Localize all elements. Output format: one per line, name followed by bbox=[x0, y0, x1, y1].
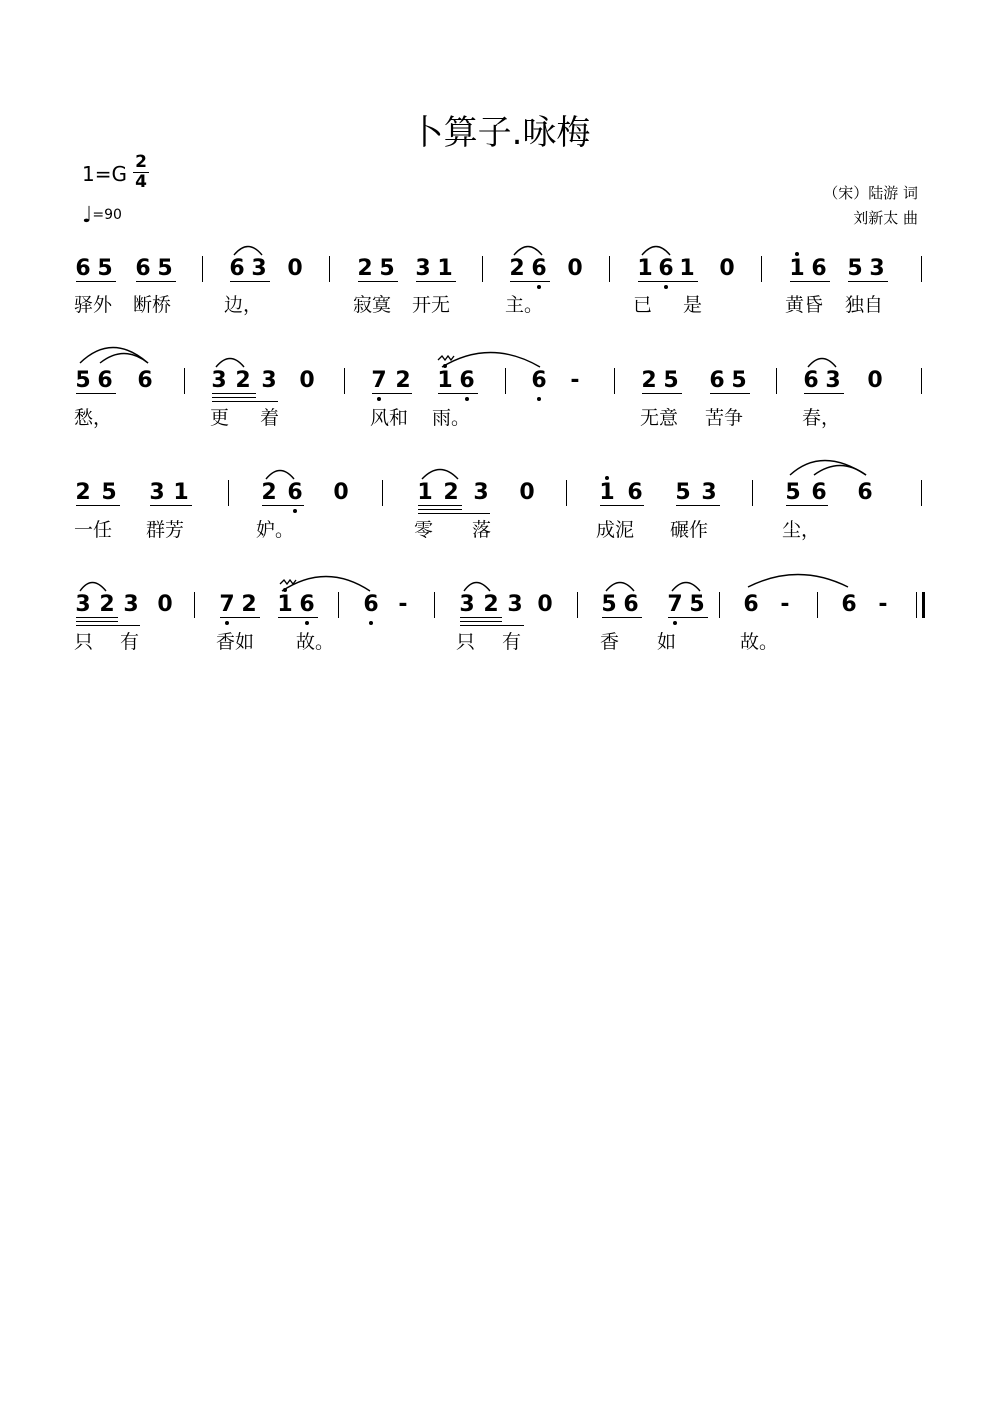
note: 5 bbox=[731, 368, 747, 393]
note: 7 bbox=[371, 368, 387, 393]
note: 1 bbox=[637, 256, 653, 281]
slur bbox=[80, 583, 106, 592]
time-signature-top: 2 bbox=[135, 152, 147, 172]
tempo-value: =90 bbox=[92, 207, 122, 223]
note: 7 bbox=[667, 592, 683, 617]
extension-dash: - bbox=[780, 592, 790, 617]
slur bbox=[514, 247, 542, 256]
note: 7 bbox=[219, 592, 235, 617]
time-signature-bottom: 4 bbox=[135, 172, 147, 192]
extension-dash: - bbox=[398, 592, 408, 617]
key-signature: 1=G bbox=[82, 162, 127, 186]
note: 0 bbox=[567, 256, 583, 281]
note: 0 bbox=[299, 368, 315, 393]
note: 1 bbox=[679, 256, 695, 281]
lyric: 是 bbox=[683, 294, 703, 316]
note: 0 bbox=[537, 592, 553, 617]
lyric: 一任 bbox=[74, 519, 113, 541]
slur bbox=[642, 247, 670, 256]
note: 0 bbox=[519, 480, 535, 505]
note: 2 bbox=[235, 368, 251, 393]
lyric: 成泥 bbox=[596, 519, 635, 541]
note: 5 bbox=[97, 256, 113, 281]
note: 2 bbox=[261, 480, 277, 505]
quarter-note-icon: ♩ bbox=[82, 203, 93, 228]
note: 6 bbox=[811, 256, 827, 281]
lyric: 妒。 bbox=[256, 519, 295, 541]
note: 6 bbox=[627, 480, 643, 505]
slur bbox=[282, 577, 370, 592]
note: 2 bbox=[395, 368, 411, 393]
mordent-icon bbox=[438, 356, 454, 360]
extension-dash: - bbox=[570, 368, 580, 393]
lyric: 独自 bbox=[845, 294, 884, 316]
slur bbox=[234, 247, 262, 256]
note: 3 bbox=[211, 368, 227, 393]
slur bbox=[422, 470, 458, 480]
note: 6 bbox=[531, 368, 547, 393]
slur bbox=[442, 353, 540, 368]
lyric: 驿外 bbox=[74, 294, 113, 316]
slur bbox=[216, 359, 244, 368]
note: 3 bbox=[149, 480, 165, 505]
note: 1 bbox=[789, 256, 805, 281]
lyric: 着 bbox=[260, 407, 280, 429]
note: 6 bbox=[97, 368, 113, 393]
lyric: 如 bbox=[657, 631, 677, 653]
note: 3 bbox=[869, 256, 885, 281]
lyric: 落 bbox=[472, 519, 492, 541]
note: 0 bbox=[719, 256, 735, 281]
lyric: 碾作 bbox=[670, 519, 709, 541]
note: 6 bbox=[841, 592, 857, 617]
lyric: 更 bbox=[210, 407, 230, 429]
note: 5 bbox=[785, 480, 801, 505]
slur bbox=[672, 583, 700, 592]
lyric: 有 bbox=[502, 631, 522, 653]
note: 6 bbox=[137, 368, 153, 393]
note: 6 bbox=[658, 256, 674, 281]
note: 3 bbox=[473, 480, 489, 505]
slur bbox=[464, 583, 490, 592]
lyric: 黄昏 bbox=[785, 294, 824, 316]
lyric: 苦争 bbox=[705, 407, 744, 429]
lyric: 群芳 bbox=[146, 519, 185, 541]
lyric: 雨。 bbox=[432, 407, 471, 429]
note: 2 bbox=[241, 592, 257, 617]
note: 2 bbox=[641, 368, 657, 393]
note: 3 bbox=[459, 592, 475, 617]
note: 1 bbox=[599, 480, 615, 505]
note: 6 bbox=[299, 592, 315, 617]
note: 5 bbox=[847, 256, 863, 281]
lyric: 寂寞 bbox=[353, 294, 392, 316]
note: 5 bbox=[379, 256, 395, 281]
lyric: 故。 bbox=[296, 631, 335, 653]
tie bbox=[748, 575, 848, 588]
lyric: 香 bbox=[600, 631, 620, 653]
note: 1 bbox=[417, 480, 433, 505]
slur bbox=[814, 466, 866, 476]
lyric: 零 bbox=[414, 519, 434, 541]
note: 2 bbox=[483, 592, 499, 617]
slur-layer bbox=[0, 0, 1000, 700]
lyric: 只 bbox=[74, 631, 94, 653]
note: 2 bbox=[99, 592, 115, 617]
slur bbox=[606, 583, 634, 592]
note: 2 bbox=[509, 256, 525, 281]
lyricist-credit: （宋）陆游 词 bbox=[823, 184, 918, 202]
note: 0 bbox=[287, 256, 303, 281]
mordent-icon bbox=[280, 580, 296, 584]
note: 6 bbox=[229, 256, 245, 281]
note: 0 bbox=[333, 480, 349, 505]
note: 5 bbox=[157, 256, 173, 281]
note: 6 bbox=[135, 256, 151, 281]
note: 5 bbox=[689, 592, 705, 617]
note: 6 bbox=[623, 592, 639, 617]
slur bbox=[266, 471, 294, 480]
note: 3 bbox=[75, 592, 91, 617]
note: 2 bbox=[443, 480, 459, 505]
extension-dash: - bbox=[878, 592, 888, 617]
note: 6 bbox=[709, 368, 725, 393]
lyric: 已 bbox=[633, 294, 653, 316]
note: 5 bbox=[675, 480, 691, 505]
note: 6 bbox=[459, 368, 475, 393]
note: 0 bbox=[867, 368, 883, 393]
note: 3 bbox=[825, 368, 841, 393]
note: 5 bbox=[663, 368, 679, 393]
note: 3 bbox=[507, 592, 523, 617]
note: 2 bbox=[75, 480, 91, 505]
note: 5 bbox=[75, 368, 91, 393]
note: 6 bbox=[811, 480, 827, 505]
note: 5 bbox=[601, 592, 617, 617]
note: 3 bbox=[251, 256, 267, 281]
lyric: 愁， bbox=[74, 407, 113, 429]
lyric: 只 bbox=[456, 631, 476, 653]
note: 6 bbox=[857, 480, 873, 505]
page-title: 卜算子.咏梅 bbox=[409, 113, 591, 153]
note: 6 bbox=[287, 480, 303, 505]
note: 0 bbox=[157, 592, 173, 617]
lyric: 边， bbox=[224, 294, 263, 316]
lyric: 断桥 bbox=[133, 294, 172, 316]
note: 3 bbox=[701, 480, 717, 505]
note: 6 bbox=[743, 592, 759, 617]
composer-credit: 刘新太 曲 bbox=[853, 209, 918, 227]
note: 3 bbox=[415, 256, 431, 281]
note: 3 bbox=[123, 592, 139, 617]
lyric: 香如 bbox=[216, 631, 255, 653]
note: 1 bbox=[437, 256, 453, 281]
note: 2 bbox=[357, 256, 373, 281]
lyric: 春， bbox=[802, 407, 841, 429]
note: 6 bbox=[803, 368, 819, 393]
note: 1 bbox=[173, 480, 189, 505]
lyric: 风和 bbox=[370, 407, 409, 429]
lyric: 故。 bbox=[740, 631, 779, 653]
lyric: 无意 bbox=[640, 407, 679, 429]
note: 3 bbox=[261, 368, 277, 393]
slur bbox=[100, 354, 148, 364]
note: 5 bbox=[101, 480, 117, 505]
slur bbox=[808, 359, 836, 368]
note: 1 bbox=[437, 368, 453, 393]
note: 6 bbox=[75, 256, 91, 281]
note: 1 bbox=[277, 592, 293, 617]
lyric: 开无 bbox=[412, 294, 451, 316]
lyric: 有 bbox=[120, 631, 140, 653]
lyric: 主。 bbox=[505, 294, 544, 316]
note: 6 bbox=[531, 256, 547, 281]
lyric: 尘， bbox=[782, 519, 821, 541]
note: 6 bbox=[363, 592, 379, 617]
